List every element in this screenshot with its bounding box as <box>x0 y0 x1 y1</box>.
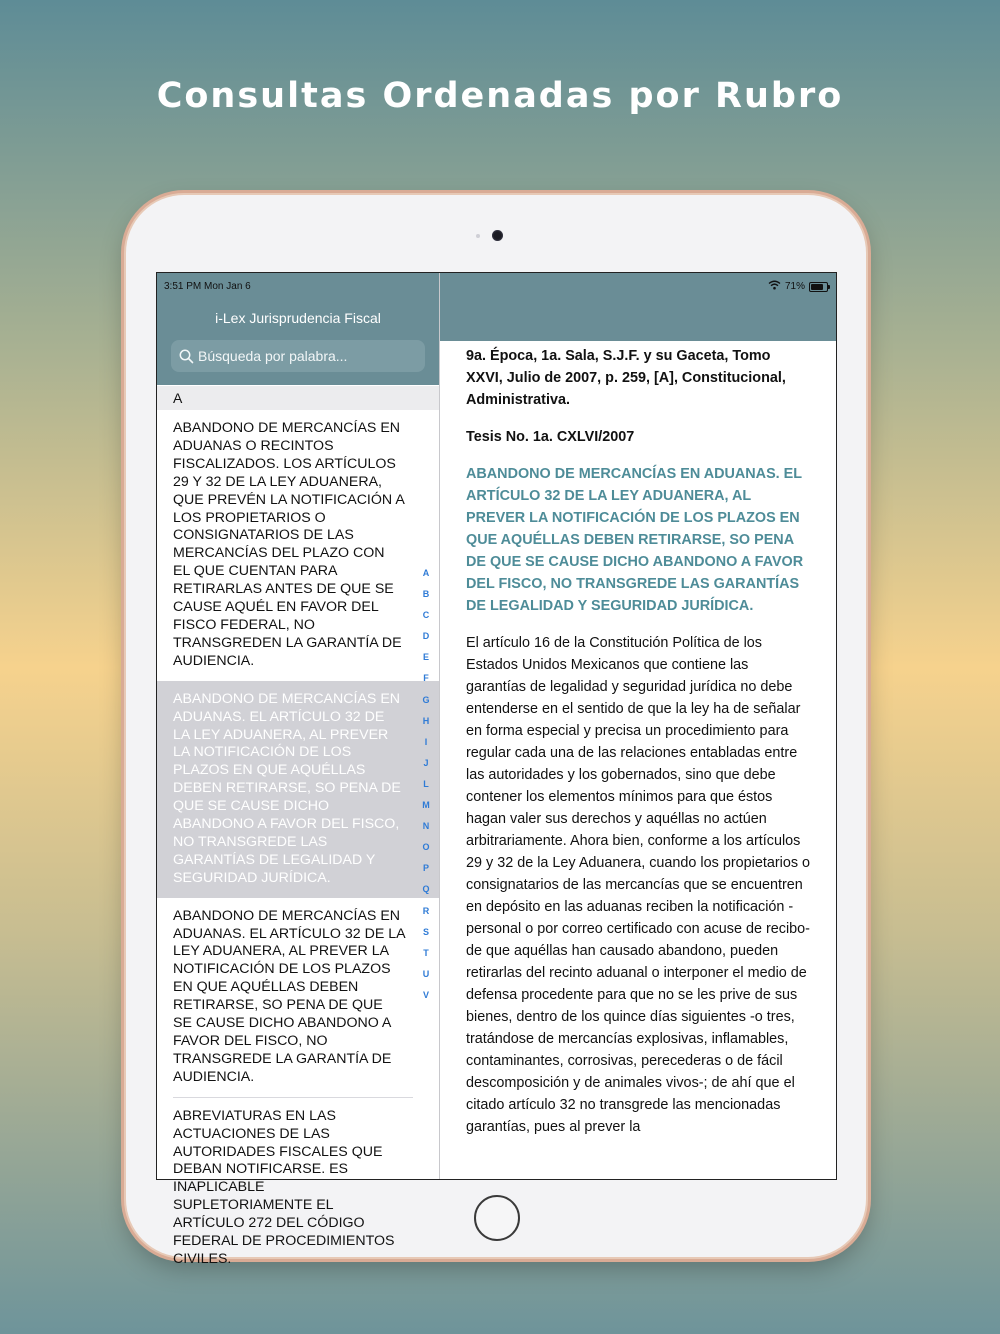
front-sensor <box>476 234 480 238</box>
index-letter[interactable]: F <box>423 673 429 684</box>
app-title: i-Lex Jurisprudencia Fiscal <box>215 310 381 326</box>
front-camera <box>492 230 503 241</box>
thesis-body: El artículo 16 de la Constitución Política de los Estados Unidos Mexicanos que contiene las garantías de legalidad y seguridad jurídica no debe entenderse en el sentido de que la ley ha de señalar en forma especial y precisa un procedimiento para regular cada una de las relaciones entabladas entre las autoridades y los gobernados, sino que debe contener los elementos mínimos para que éstos hagan valer sus derechos y aquéllas no actúen arbitrariamente. Ahora bien, conforme a los artículos 29 y 32 de la Ley Aduanera, cuando los propietarios o consignatarios de las mercancías que se encuentren en depósito en las aduanas reciben la notificación -personal o por correo certificado con acuse de recibo- de que aquéllas han causado abandono, pueden retirarlas del recinto aduanal o interponer el medio de defensa procedente para que no se les prive de sus bienes, dentro de los quince días siguientes -o tres, tratándose de mercancías explosivas, inflamables, contaminantes, corrosivas, perecederas o de fácil descomposición y de animales vivos-; de ahí que el citado artículo 32 no transgrede las mencionadas garantías, pues al prever la <box>466 635 811 1135</box>
index-letter[interactable]: L <box>423 778 429 789</box>
search-icon <box>179 349 194 364</box>
list-item[interactable]: ABANDONO DE MERCANCÍAS EN ADUANAS. EL ARTÍCULO 32 DE LA LEY ADUANERA, AL PREVER LA NOTIFICACIÓN DE LOS PLAZOS EN QUE AQUÉLLAS DEBEN RETIRARSE, SO PENA DE QUE SE CAUSE DICHO ABANDONO A FAVOR DEL FISCO, NO TRANSGREDE LA GARANTÍA DE AUDIENCIA. <box>173 907 405 1085</box>
master-nav-bar <box>157 273 439 385</box>
rubro-list <box>157 410 439 1279</box>
index-letter[interactable]: S <box>422 926 429 937</box>
battery-percent: 71% <box>784 281 805 292</box>
index-letter[interactable]: Q <box>422 884 430 895</box>
index-letter[interactable]: J <box>423 757 429 768</box>
detail-pane <box>440 273 836 1179</box>
status-time: 3:51 PM Mon Jan 6 <box>164 281 251 292</box>
alphabet-index[interactable] <box>419 563 433 1006</box>
search-placeholder: Búsqueda por palabra... <box>198 348 348 364</box>
index-letter[interactable]: U <box>422 968 430 979</box>
index-letter[interactable]: C <box>422 610 430 621</box>
thesis-rubro: ABANDONO DE MERCANCÍAS EN ADUANAS. EL ARTÍCULO 32 DE LA LEY ADUANERA, AL PREVER LA NOTIFICACIÓN DE LOS PLAZOS EN QUE AQUÉLLAS DEBEN RETIRARSE, SO PENA DE QUE SE CAUSE DICHO ABANDONO A FAVOR DEL FISCO, NO TRANSGREDE LAS GARANTÍAS DE LEGALIDAD Y SEGURIDAD JURÍDICA. <box>466 466 804 614</box>
home-button[interactable] <box>474 1195 520 1241</box>
index-letter[interactable]: R <box>422 905 430 916</box>
index-letter[interactable]: V <box>422 989 429 1000</box>
index-letter[interactable]: N <box>422 821 430 832</box>
index-letter[interactable]: P <box>422 863 429 874</box>
master-pane <box>157 273 440 1267</box>
detail-nav-bar <box>440 273 836 341</box>
index-letter[interactable]: A <box>422 568 430 578</box>
status-indicators <box>768 280 828 293</box>
thesis-citation: 9a. Época, 1a. Sala, S.J.F. y su Gaceta, Tomo XXVI, Julio de 2007, p. 259, [A], Constitucional, Administrativa. <box>466 348 786 408</box>
index-letter[interactable]: I <box>424 736 428 747</box>
index-letter[interactable]: H <box>422 715 430 726</box>
search-input[interactable] <box>171 340 425 372</box>
thesis-detail <box>466 345 811 1153</box>
index-letter[interactable]: O <box>422 842 430 853</box>
list-item-selected[interactable]: ABANDONO DE MERCANCÍAS EN ADUANAS. EL ARTÍCULO 32 DE LA LEY ADUANERA, AL PREVER LA NOTIFICACIÓN DE LOS PLAZOS EN QUE AQUÉLLAS DEBEN RETIRARSE, SO PENA DE QUE SE CAUSE DICHO ABANDONO A FAVOR DEL FISCO, NO TRANSGREDE LAS GARANTÍAS DE LEGALIDAD Y SEGURIDAD JURÍDICA. <box>157 681 439 898</box>
list-item[interactable]: ABREVIATURAS EN LAS ACTUACIONES DE LAS AUTORIDADES FISCALES QUE DEBAN NOTIFICARSE. ES INAPLICABLE SUPLETORIAMENTE EL ARTÍCULO 272 DEL CÓDIGO FEDERAL DE PROCEDIMIENTOS CIVILES. <box>173 1107 395 1267</box>
index-letter[interactable]: M <box>422 800 430 811</box>
promo-headline: Consultas Ordenadas por Rubro <box>156 76 844 116</box>
index-letter[interactable]: B <box>422 589 430 600</box>
app-screen <box>156 272 837 1267</box>
wifi-icon <box>768 280 781 293</box>
battery-icon <box>809 282 828 292</box>
index-letter[interactable]: D <box>422 631 430 642</box>
index-letter[interactable]: G <box>422 694 430 705</box>
section-header-a: A <box>157 386 439 410</box>
list-item[interactable]: ABANDONO DE MERCANCÍAS EN ADUANAS O RECINTOS FISCALIZADOS. LOS ARTÍCULOS 29 Y 32 DE LA LEY ADUANERA, QUE PREVÉN LA NOTIFICACIÓN A LOS PROPIETARIOS O CONSIGNATARIOS DE LAS MERCANCÍAS DEL PLAZO CON EL QUE CUENTAN PARA RETIRARLAS ANTES DE QUE SE CAUSE AQUÉL EN FAVOR DEL FISCO FEDERAL, NO TRANSGREDEN LA GARANTÍA DE AUDIENCIA. <box>173 420 404 669</box>
index-letter[interactable]: E <box>422 652 429 663</box>
index-letter[interactable]: T <box>423 947 429 958</box>
thesis-number: Tesis No. 1a. CXLVI/2007 <box>466 429 635 445</box>
